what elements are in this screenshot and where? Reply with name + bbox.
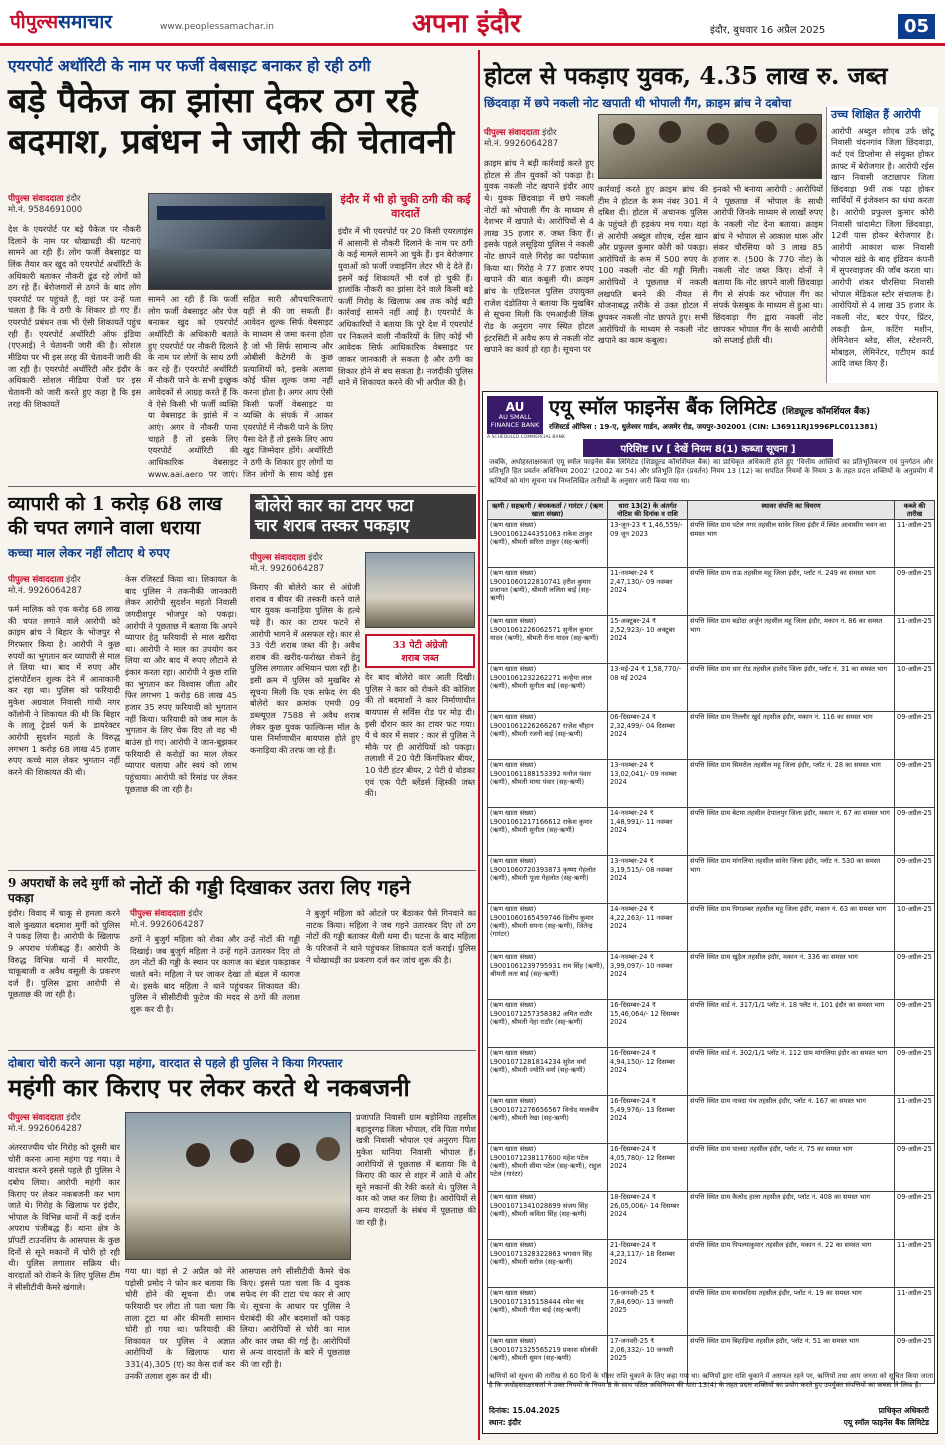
notice-cell-b: 13-जून-23 ₹ 1,46,559/- 09 जून 2023 — [608, 520, 688, 568]
story2-byline — [484, 127, 594, 149]
byline-city: इंदौर — [66, 194, 81, 204]
bank-name: एयू स्मॉल फाइनेंस बैंक लिमिटेड — [549, 395, 777, 419]
logo-part-b: समाचार — [58, 11, 113, 33]
byline-mobile: मो.नं. 9926064287 — [250, 564, 325, 574]
notice-cell-d: 09-अप्रैल-25 — [895, 1048, 935, 1096]
quote-line-1: 33 पेटी अंग्रेजी — [392, 640, 448, 651]
byline-name: पीपुल्स संवाददाता — [250, 553, 306, 563]
notice-cell-a: (ऋण खाता संख्या) L9001060122810741 हरीश कुमार प्रजापत (ऋणी), श्रीमती ललिता बाई (सह-ऋणी) — [488, 568, 608, 616]
notice-cell-d: 10-अप्रैल-25 — [895, 904, 935, 952]
bank-title-line — [549, 396, 935, 419]
story3-headline-2: की चपत लगाने वाला धराया — [8, 516, 201, 539]
notice-cell-d: 09-अप्रैल-25 — [895, 1144, 935, 1192]
story1-headline-2: बदमाश, प्रबंधन ने जारी की चेतावनी — [8, 122, 455, 163]
story1-kicker: एयरपोर्ट अथॉरिटी के नाम पर फर्जी वेबसाइट बनाकर हो रही ठगी — [8, 56, 371, 75]
divider — [8, 486, 476, 487]
notice-cell-a: (ऋण खाता संख्या) L9001071328322863 भगवान सिंह (ऋणी), श्रीमती सरोज (सह-ऋणी) — [488, 1240, 608, 1288]
notice-cell-a: (ऋण खाता संख्या) L9001060165459746 दिलीप कुमार (ऋणी), श्रीमती सपना (सह-ऋणी), जितेन्द्र (गारंटर) — [488, 904, 608, 952]
burglars-photo — [125, 1112, 351, 1260]
notice-table-row — [488, 1096, 935, 1144]
notice-cell-c: संपत्ति स्थित ग्राम सिमरोल तहसील महू जिला इंदौर, प्लॉट नं. 28 का समस्त भाग — [688, 760, 895, 808]
notice-table-row — [488, 1192, 935, 1240]
notice-cell-b: 14-नवम्बर-24 ₹ 1,48,991/- 11 नवम्बर 2024 — [608, 808, 688, 856]
notice-cell-b: 17-जनवरी-25 ₹ 2,06,332/- 10 जनवरी 2025 — [608, 1336, 688, 1384]
story7-headline: महंगी कार किराए पर लेकर करते थे नकबजनी — [8, 1073, 410, 1102]
notice-table-row — [488, 952, 935, 1000]
notice-cell-d: 09-अप्रैल-25 — [895, 1000, 935, 1048]
notice-table-header — [488, 501, 935, 520]
bank-logo-sub: A SCHEDULED COMMERCIAL BANK — [487, 435, 565, 440]
story1-col-3: सहित सारी औपचारिकताएं यहीं से की जा सकती हैं। आवेदन शुल्क सिर्फ वेबसाइट के माध्यम से जमा करना होता है जो भी सिर्फ सामान्य और ओबीसी कैटेगरी के कुछ प्रत्याशियों को, इसके अलावा कोई फीस शुल्क जमा नहीं करना होता है। अगर आप ऐसी किसी फर्जी वेबसाइट या व्यक्ति के संपर्क में आकर एयरपोर्ट में नौकरी पाने के लिए पैसा देते हैं तो इसके लिए आप खुद जिम्मेदार होंगे। अथॉरिटी ने ठगी के शिकार हुए लोगों या जिन लोगों के साथ कोई इस — [243, 294, 333, 479]
story5-headline: 9 अपराधों के लदे मुर्गी को पकड़ा — [8, 876, 125, 905]
notice-cell-d: 09-अप्रैल-25 — [895, 856, 935, 904]
byline-mobile: मो.नं. 9584691000 — [8, 205, 83, 215]
story2-col-2: कार्रवाई करते हुए क्राइम ब्रांच की टीम ने होटल के रूम नंबर 301 में दबिश दी। होटल में अचानक पुलिस के पहुंचते ही हड़कंप मच गया। यहां से आरोपी अब्दुल शोएब, रईस खान और प्रफुल्ल कुमार कोरी को पकड़ा। आरोपियों के रूम में 500 रुपए के 100 नकली नोट की गड्डी मिली। आरोपियों ने पूछताछ में नकली लखपति बनने की नीयत से योजनाबद्ध तरीके से उक्त होटल में छुपकर नकली नोट छापते हुए। सभी आरोपियों के माध्यम से नकली नोट खपाने का काम कबूला। — [598, 184, 708, 346]
notice-footer: ऋणियों को सूचना की तारीख से 60 दिनों के भीतर राशि चुकाने के लिए कहा गया था। ऋणियों द्वारा राशि चुकाने में असफल रहने पर, ऋणियों तथा आम जनता को सूचित किया जाता है कि अधोहस्ताक्षरकर्ता ने उक्त नियमों के नियम 8 के साथ पठित अधिनियम की धारा 13(4) के तहत प्रदत्त शक्तियों का प्रयोग करते हुए उपर्युक्त संपत्तियों का कब्जा ले लिया है। — [489, 1372, 933, 1389]
notice-cell-b: 14-नवम्बर-24 ₹ 4,22,263/- 11 नवम्बर 2024 — [608, 904, 688, 952]
notice-cell-a: (ऋण खाता संख्या) L9001071238117600 महेश पटेल (ऋणी), श्रीमती सीमा पटेल (सह-ऋणी), राहुल पटेल (गारंटर) — [488, 1144, 608, 1192]
story4-header — [250, 494, 476, 539]
byline-city: इंदौर — [542, 128, 557, 138]
accused-photo — [598, 114, 822, 179]
byline-city: इंदौर — [66, 1113, 81, 1123]
story3-subhead: कच्चा माल लेकर नहीं लौटाए थे रुपए — [8, 545, 170, 560]
notice-cell-d: 09-अप्रैल-25 — [895, 712, 935, 760]
col-header: स्थावर संपत्ति का विवरण — [688, 501, 895, 520]
au-mark: AU — [505, 400, 525, 414]
notice-table-wrap — [487, 500, 935, 1384]
notice-cell-d: 11-अप्रैल-25 — [895, 520, 935, 568]
notice-table-row — [488, 616, 935, 664]
notice-table-row — [488, 520, 935, 568]
notice-cell-c: संपत्ति स्थित ग्राम पिगडम्बर तहसील महू जिला इंदौर, मकान नं. 63 का समस्त भाग — [688, 904, 895, 952]
column-divider — [478, 50, 480, 1440]
byline-mobile: मो.नं. 9926064287 — [130, 920, 205, 930]
section-title: अपना इंदौर — [412, 9, 521, 39]
byline-city: इंदौर — [188, 909, 203, 919]
story7-col-2: गया था। वहां से 2 अप्रैल को मेरे पड़ोसी प्रमोद ने फोन कर बताया कि चोरी होने की सूचना दी। जब फरियादी घर लौटा तो पता चला कि ताला टूटा था और कीमती सामान चोरी हो गया था। फरियादी की शिकायत पर पुलिस ने अज्ञात आरोपियों के खिलाफ धारा 331(4),305 (ए) का केस दर्ज कर उनकी तलाश शुरू कर दी थी। — [125, 1266, 235, 1381]
notice-place: स्थान: इंदौर — [489, 1418, 521, 1427]
col-header: कब्जे की तारीख — [895, 501, 935, 520]
notice-table-row — [488, 904, 935, 952]
notice-cell-c: संपत्ति स्थित ग्राम पालदा तहसील इंदौर, प्लॉट नं. 75 का समस्त भाग — [688, 1144, 895, 1192]
notice-cell-a: (ऋण खाता संख्या) L9001071276656567 विनोद मालवीय (ऋणी), श्रीमती रेखा (सह-ऋणी) — [488, 1096, 608, 1144]
notice-table-row — [488, 664, 935, 712]
notice-cell-d: 09-अप्रैल-25 — [895, 1336, 935, 1384]
byline-name: पीपुल्स संवाददाता — [8, 1113, 64, 1123]
notice-cell-d: 09-अप्रैल-25 — [895, 760, 935, 808]
notice-table-row — [488, 1144, 935, 1192]
notice-table — [487, 500, 935, 1384]
notice-table-body — [488, 520, 935, 1384]
notice-cell-a: (ऋण खाता संख्या) L9001071315158444 रमेश चंद (ऋणी), श्रीमती गीता बाई (सह-ऋणी) — [488, 1288, 608, 1336]
notice-cell-a: (ऋण खाता संख्या) L9001061188153392 मनोज पंवार (ऋणी), श्रीमती माया पंवार (सह-ऋणी) — [488, 760, 608, 808]
byline-name: पीपुल्स संवाददाता — [8, 194, 64, 204]
story4-byline — [250, 552, 360, 574]
masthead — [0, 0, 945, 46]
notice-intro: जबकि, अधोहस्ताक्षरकर्ता एयू स्मॉल फाइनेंस बैंक लिमिटेड (शिड्यूल्ड कॉमर्शियल बैंक) का प्राधिकृत अधिकारी होते हुए 'वित्तीय आस्तियों का प्रतिभूतिकरण एवं पुनर्गठन और प्रतिभूति हित प्रवर्तन अधिनियम 2002' (2002 का 54) और प्रतिभूति हित (प्रवर्तन) नियम 13 (12) का सपठित नियमों के नियम 3 के तहत प्रदत्त शक्तियों के अनुप्रयोग में ऋणियों को मांग सूचना पत्र निम्नलिखित तारीखों के अनुसार जारी किया गया था। — [489, 458, 933, 485]
notice-cell-d: 09-अप्रैल-25 — [895, 568, 935, 616]
story1-sidebar — [338, 193, 473, 222]
story7-col-3: आसपास लगे सीसीटीवी कैमरे चेक किए। इससे पता चला कि 4 युवक सफेद रंग की टाटा पंच कार से आए थे। सूचना के आधार पर पुलिस ने घेराबंदी की और बदमाशों को पकड़ लिया। आरोपियों से चोरी का माल और कार जब्त की गई है। आरोपियों से अन्य वारदातों के बारे में पूछताछ की जा रही है। — [240, 1266, 350, 1370]
story4-quote — [365, 634, 475, 668]
byline-name: पीपुल्स संवाददाता — [484, 128, 540, 138]
logo-part-a: पीपुल्स — [10, 11, 59, 33]
notice-cell-a: (ऋण खाता संख्या) L9001071341028699 संजय सिंह (ऋणी), श्रीमती कविता सिंह (सह-ऋणी) — [488, 1192, 608, 1240]
notice-cell-c: संपत्ति स्थित ग्राम मांगलिया तहसील सांवेर जिला इंदौर, प्लॉट नं. 530 का समस्त भाग — [688, 856, 895, 904]
notice-table-row — [488, 760, 935, 808]
airport-sign — [157, 206, 325, 220]
story1-byline — [8, 193, 143, 215]
notice-cell-c: संपत्ति स्थित ग्राम तिल्लौर खुर्द तहसील इंदौर, मकान नं. 116 का समस्त भाग — [688, 712, 895, 760]
story3-col-2: केस रजिस्टर्ड किया था। शिकायत के बाद पुलिस ने तकनीकी जानकारी लेकर आरोपी सुदर्शन महतो निवासी जगदीशपुर भोजपुर को पकड़ा। आरोपी ने पूछताछ में बताया कि अपने व्यापार हेतु फरियादी से माल खरीदा था। आरोपी ने माल का उपयोग कर लिया था और बाद में रुपए लौटाने से इंकार करता रहा। आरोपी ने कुछ राशि का भुगतान कर विश्वास जीता और फिर लगभग 1 करोड़ 68 लाख 45 हजार 35 रुपए फरियादी को भुगतान नहीं किया। फरियादी को जब माल के भुगतान के लिए चेक दिए तो वह भी बाउंस हो गए। आरोपी ने जान-बूझकर फरियादी से करोड़ों का माल लेकर व्यापार चलाया और स्वयं को लाभ पहुंचाया। आरोपी को रिमांड पर लेकर पूछताछ की जा रही है। — [125, 574, 237, 794]
notice-cell-a: (ऋण खाता संख्या) L9001061226266267 राजेश चौहान (ऋणी), श्रीमती रजनी बाई (सह-ऋणी) — [488, 712, 608, 760]
notice-cell-b: 11-नवम्बर-24 ₹ 2,47,130/- 09 नवम्बर 2024 — [608, 568, 688, 616]
story6-byline — [130, 908, 250, 930]
story2-col-3: इनको भी बनाया आरोपी : आरोपियों ने पूछताछ में भोपाल के साथी आरोपी जिनके माध्यम से लाखों रुपए के नकली नोट देना बताया। क्राइम ब्रांच ने भोपाल से आकाश धारू और संकर चौरसिया को 3 लाख 85 हजार रु. (500 के 770 नोट) के नकली नोट जब्त किए। दोनों ने बताया कि नोट छापने वाली छिंदवाड़ा गैंग से संपर्क कर भोपाल गैंग का संपर्क फेसबुक के माध्यम से हुआ था। छिंदवाड़ा गैंग द्वारा नकली नोट छापकर भोपाल गैंग के साथी आरोपी को सप्लाई होती थी। — [713, 184, 823, 346]
story6-col-1: ठगों ने बुजुर्ग महिला को रोका और उन्हें नोटों की गड्डी दिखाई। जब बुजुर्ग महिला ने उन्हें गहने उतारकर दिए तो ठग नोटों की गड्डी के स्थान पर कागज का बंडल पकड़ाकर चलते बने। महिला ने घर जाकर देखा तो बंडल में कागज थे। इसके बाद महिला ने थाने पहुंचकर शिकायत की। पुलिस ने सीसीटीवी फुटेज की मदद से ठगों की तलाश शुरू कर दी है। — [130, 934, 300, 1014]
notice-cell-b: 06-दिसम्बर-24 ₹ 2,32,499/- 04 दिसम्बर 2024 — [608, 712, 688, 760]
notice-cell-d: 11-अप्रैल-25 — [895, 1240, 935, 1288]
airport-photo — [148, 193, 332, 290]
notice-cell-d: 11-अप्रैल-25 — [895, 1288, 935, 1336]
info-body: आरोपी अब्दुल शोएब उर्फ छोटू निवासी चंदनगांव जिला छिंदवाड़ा, कर्ट एवं डिप्लोमा से संयुक्त होकर क्राफ्ट में बेरोजगार है। आरोपी रईस खान निवासी जटाछापर जिला छिंदवाड़ा 9वीं तक पढ़ा होकर सार्थियों में इंजेक्शन का धंधा करता है। आरोपी प्रफुल्ल कुमार कोरी निवासी चांदामेटा जिला छिंदवाड़ा, 12वीं पास होकर बेरोजगार है। आरोपी आकाश धारू निवासी भोपाल खंडे के बाद इंडियन कंपनी में सुपरवाइजर की जॉब करता था। आरोपी शंकर चौरसिया निवासी भोपाल मेडिकल स्टोर संचालक है। आरोपियों से 4 लाख 35 हजार के नकली नोट, बटर पेपर, प्रिंटर, लकड़ी फ्रेम, कटिंग मशीन, लेमिनेशन ब्लेड, सील, स्टेशनरी, मोबाइल, लेमिनेटर, एटीएम कार्ड आदि जब्त किए हैं। — [831, 125, 934, 369]
notice-table-row — [488, 1000, 935, 1048]
notice-cell-c: संपत्ति स्थित ग्राम सनावदिया तहसील इंदौर, प्लॉट नं. 19 का समस्त भाग — [688, 1288, 895, 1336]
notice-table-row — [488, 1240, 935, 1288]
notice-cell-a: (ऋण खाता संख्या) L9001061232262271 कन्हैया लाल (ऋणी), श्रीमती सुनीता बाई (सह-ऋणी) — [488, 664, 608, 712]
notice-table-row — [488, 712, 935, 760]
notice-cell-a: (ऋण खाता संख्या) L9001071257358382 अमित राठौर (ऋणी), श्रीमती नेहा राठौर (सह-ऋणी) — [488, 1000, 608, 1048]
notice-cell-b: 16-दिसम्बर-24 ₹ 5,49,976/- 13 दिसम्बर 2024 — [608, 1096, 688, 1144]
notice-cell-b: 13-नवम्बर-24 ₹ 13,02,041/- 09 नवम्बर 2024 — [608, 760, 688, 808]
notice-table-row — [488, 568, 935, 616]
notice-cell-a: (ऋण खाता संख्या) L9001061244351063 राकेश ठाकुर (ऋणी), श्रीमती सरिता ठाकुर (सह-ऋणी) — [488, 520, 608, 568]
notice-cell-b: 16-दिसम्बर-24 ₹ 15,46,064/- 12 दिसम्बर 2024 — [608, 1000, 688, 1048]
story3-byline — [8, 574, 118, 596]
notice-cell-d: 11-अप्रैल-25 — [895, 1096, 935, 1144]
notice-cell-a: (ऋण खाता संख्या) L9001061239795931 राम सिंह (ऋणी), श्रीमती लता बाई (सह-ऋणी) — [488, 952, 608, 1000]
story-trader-fraud — [8, 494, 244, 561]
accused-info-box — [826, 107, 938, 383]
quote-line-2: शराब जब्त — [401, 653, 439, 664]
notice-cell-c: संपत्ति स्थित ग्राम बड़ोदा अर्जुन तहसील महू जिला इंदौर, मकान नं. 86 का समस्त भाग — [688, 616, 895, 664]
story1-col-1: देश के एयरपोर्ट पर बड़े पैकेज पर नौकरी दिलाने के नाम पर धोखाधड़ी की घटनाएं सामने आ रही हैं। लोग फर्जी वेबसाइट या लिंक तैयार कर खुद को एयरपोर्ट अथॉरिटी के अधिकारी बताकर नौकरी ढूंढ रहे लोगों को ठग रहे हैं। बेरोजगारों से ठगने के बाद लोग एयरपोर्ट पर पहुंचते हैं, वहां पर उन्हें पता चलता है कि वे ठगी के शिकार हो गए हैं। एयरपोर्ट प्रबंधन तक भी ऐसी शिकायतें पहुंच रही हैं। एयरपोर्ट अथॉरिटी ऑफ इंडिया (एएआई) ने चेतावनी जारी की है। सोशल मीडिया पर भी इस तरह की चेतावनी जारी की जा रही है। एयरपोर्ट अथॉरिटी और इंदौर के अधिकारी सोशल मीडिया पेजों पर इस चेतावनी को जारी करते हुए कहा है कि इस तरह की शिकायतें — [8, 224, 141, 409]
col-header: धारा 13(2) के अंतर्गत नोटिस की दिनांक व राशि — [608, 501, 688, 520]
byline-mobile: मो.नं. 9926064287 — [8, 1124, 83, 1134]
notice-cell-b: 13-नवम्बर-24 ₹ 3,19,515/- 08 नवम्बर 2024 — [608, 856, 688, 904]
byline-city: इंदौर — [66, 575, 81, 585]
notice-cell-b: 16-जनवरी-25 ₹ 7,84,690/- 13 जनवरी 2025 — [608, 1288, 688, 1336]
story-airport-fraud — [8, 54, 474, 162]
story7-kicker: दोबारा चोरी करने आना पड़ा महंगा, वारदात से पहले ही पुलिस ने किया गिरफ्तार — [8, 1056, 343, 1070]
notice-cell-b: 16-दिसम्बर-24 ₹ 4,05,780/- 12 दिसम्बर 2024 — [608, 1144, 688, 1192]
dateline: इंदौर, बुधवार 16 अप्रैल 2025 — [710, 25, 826, 36]
byline-mobile: मो.नं. 9926064287 — [484, 139, 559, 149]
notice-cell-c: संपत्ति स्थित वार्ड नं. 302/1/1 प्लॉट नं. 112 ग्राम मांगलिया इंदौर का समस्त भाग — [688, 1048, 895, 1096]
bank-address: रजिस्टर्ड ऑफिस : 19-ए, धुलेश्वर गार्डन, अजमेर रोड, जयपुर-302001 (CIN: L36911RJ1996PLC011381) — [549, 422, 878, 431]
story4-headline-1: बोलेरो कार का टायर फटा — [255, 496, 414, 516]
notice-title: परिशिष्ट IV [ देखें नियम 8(1) कब्जा सूचना ] — [583, 439, 833, 457]
story4-col-2: देर बाद बोलेरो कार आती दिखी। पुलिस ने कार को रोकने की कोशिश की तो बदमाशों ने कार निर्माणाधीन बायपास से सर्विस रोड पर मोड़ दी। इसी दौरान कार का टायर फट गया। ये थे कार में सवार : कार से पुलिस ने मौके पर ही आरोपियों को पकड़ा। तलाशी में 20 पेटी किंगफिशर बीयर, 10 पेटी हंटर बीयर, 2 पेटी ग्रे वोडका एवं एक पेटी ब्लेंडर्स व्हिस्की जब्त की। — [365, 672, 475, 799]
story1-sidebar-title: इंदौर में भी हो चुकी ठगी की कई वारदातें — [340, 193, 471, 221]
story2-subhead: छिंदवाड़ा में छपे नकली नोट खपाती थी भोपाली गैंग, क्राइम ब्रांच ने दबोचा — [484, 96, 792, 110]
story1-headline-1: बड़े पैकेज का झांसा देकर ठग रहे — [8, 81, 418, 121]
liquor-seizure-photo — [365, 552, 475, 628]
story5-col-1: इंदौर। विवाद में चाकू से हमला करने वाले कुख्यात बदमाश मुर्गी को पुलिस ने पकड़ लिया है। आरोपी के खिलाफ 9 अपराध पंजीबद्ध हैं। आरोपी के विरुद्ध विभिन्न थानों में मारपीट, चाकूबाजी व अवैध वसूली के प्रकरण दर्ज हैं। पुलिस द्वारा आरोपी से पूछताछ की जा रही है। — [8, 908, 120, 1000]
notice-cell-d: 11-अप्रैल-25 — [895, 616, 935, 664]
story6-headline: नोटों की गड्डी दिखाकर उतरा लिए गहने — [130, 875, 411, 899]
notice-cell-c: संपत्ति स्थित ग्राम नावदा पंथ तहसील इंदौर, प्लॉट नं. 167 का समस्त भाग — [688, 1096, 895, 1144]
story6-col-2: ने बुजुर्ग महिला को ओटले पर बैठाकर पैसे गिनवाने का नाटक किया। महिला ने जब गहने उतारकर दिए तो ठग नोटों की गड्डी बताकर थैली थमा दी। घटना के बाद महिला के परिजनों ने थाने पहुंचकर शिकायत दर्ज कराई। पुलिस ने धोखाधड़ी का प्रकरण दर्ज कर जांच शुरू की है। — [306, 908, 476, 965]
story4-headline-2: चार शराब तस्कर पकड़ाए — [255, 515, 410, 536]
notice-cell-c: संपत्ति स्थित ग्राम पटेल नगर तहसील सांवेर जिला इंदौर में स्थित आवासीय भवन का समस्त भाग — [688, 520, 895, 568]
story1-col-2: सामने आ रही हैं कि फर्जी लोग फर्जी वेबसाइट और पेज बनाकर खुद को एयरपोर्ट अथॉरिटी के अधिकारी बताते हुए एयरपोर्ट पर नौकरी दिलाने के नाम पर लोगों के साथ ठगी कर रहे हैं। एयरपोर्ट अथॉरिटी में नौकरी पाने के सभी इच्छुक आवेदकों से आग्रह करते हैं कि वे ऐसे किसी भी फर्जी व्यक्ति या वेबसाइट के झांसे में न आएं। अगर वे नौकरी पाना चाहते हैं तो इसके लिए एयरपोर्ट अथॉरिटी की आधिकारिक वेबसाइट www.aai.aero पर जाएं। — [148, 294, 238, 479]
divider — [8, 870, 476, 871]
notice-cell-a: (ऋण खाता संख्या) L9001060720393873 कृष्णा गेहलोत (ऋणी), श्रीमती पूजा गेहलोत (सह-ऋणी) — [488, 856, 608, 904]
story2-headline: होटल से पकड़ाए युवक, 4.35 लाख रु. जब्त — [484, 61, 888, 90]
notice-cell-b: 14-नवम्बर-24 ₹ 3,99,097/- 10 नवम्बर 2024 — [608, 952, 688, 1000]
notice-cell-d: 09-अप्रैल-25 — [895, 1192, 935, 1240]
notice-cell-c: संपत्ति स्थित ग्राम बिहाड़िया तहसील इंदौर, प्लॉट नं. 51 का समस्त भाग — [688, 1336, 895, 1384]
notice-cell-c: संपत्ति स्थित वार्ड नं. 317/1/1 प्लॉट नं. 18 फ्लैट नं. 101 इंदौर का समस्त भाग — [688, 1000, 895, 1048]
notice-cell-a: (ऋण खाता संख्या) L9001061226062571 सुनील कुमार यादव (ऋणी), श्रीमती रीना यादव (सह-ऋणी) — [488, 616, 608, 664]
story7-col-4: प्रजापति निवासी ग्राम बड़ोनिया तहसील बहादुरगढ़ जिला भोपाल, रवि पिता गणेश खत्री निवासी भोपाल एवं अनुराग पिता मुकेश धानिया निवासी भोपाल हैं। आरोपियों से पूछताछ में बताया कि वे किराए की कार से शहर में आते थे और सूने मकानों की रेकी करते थे। पुलिस ने कार को जब्त कर लिया है। आरोपियों से अन्य वारदातों के संबंध में पूछताछ की जा रही है। — [356, 1112, 476, 1227]
notice-table-row — [488, 856, 935, 904]
story3-col-1: फर्म मालिक को एक करोड़ 68 लाख की चपत लगाने वाले आरोपी को क्राइम ब्रांच ने बिहार के भोजपुर से गिरफ्तार किया है। आरोपी ने कुछ रुपयों का भुगतान कर व्यापारी से माल ले लिया था। बाद में रुपए और ट्रांसपोर्टेशन शुल्क देने में आनाकानी कर रहा था। पुलिस को फरियादी मुकेश अग्रवाल निवासी गांधी नगर कॉलोनी ने शिकायत की थी कि बिहार के लालू ट्रेडर्स फर्म के डायरेक्टर आरोपी सुदर्शन महतो के विरुद्ध लगभग 1 करोड़ 68 लाख 45 हजार रुपए कच्चे माल लेकर भुगतान नहीं करने की शिकायत की थी। — [8, 604, 120, 777]
notice-cell-d: 09-अप्रैल-25 — [895, 952, 935, 1000]
notice-date: दिनांक: 15.04.2025 — [489, 1406, 560, 1415]
notice-table-row — [488, 808, 935, 856]
bank-tag: (शिड्यूल्ड कॉमर्शियल बैंक) — [781, 407, 871, 417]
notice-cell-d: 09-अप्रैल-25 — [895, 808, 935, 856]
paper-logo — [10, 8, 112, 34]
col-header: ऋणी / सहऋणी / बंधककर्ता / गारंटर / (ऋण खाता संख्या) — [488, 501, 608, 520]
notice-cell-b: 21-दिसम्बर-24 ₹ 4,23,117/- 18 दिसम्बर 2024 — [608, 1240, 688, 1288]
notice-cell-c: संपत्ति स्थित ग्राम कैलोद हाला तहसील इंदौर, प्लॉट नं. 408 का समस्त भाग — [688, 1192, 895, 1240]
notice-cell-b: 15-अक्टूबर-24 ₹ 2,52,923/- 10 अक्टूबर 2024 — [608, 616, 688, 664]
byline-name: पीपुल्स संवाददाता — [8, 575, 64, 585]
notice-cell-c: संपत्ति स्थित ग्राम बेटमा तहसील देपालपुर जिला इंदौर, मकान नं. 67 का समस्त भाग — [688, 808, 895, 856]
story1-col-4: इंदौर में भी एयरपोर्ट पर 20 किसी एयरलाइंस में आसानी से नौकरी दिलाने के नाम पर ठगी के कई मामले सामने आ चुके हैं। इन बेरोजगार युवाओं को फर्जी ज्वाइनिंग लेटर भी दे देते हैं। इसमें कई शिकायतें भी दर्ज हो चुकी हैं। हालांकि नौकरी का झांसा देने वाले किसी बड़े फर्जी गिरोह के खिलाफ अब तक कोई बड़ी कार्रवाई सामने नहीं आई है। एयरपोर्ट के अधिकारियों ने बताया कि पूरे देश में एयरपोर्ट पर निकलने वाली नौकरियों के लिए कोई भी आवेदक सिर्फ आधिकारिक वेबसाइट पर जाकर जानकारी ले सकता है और ठगी का शिकार होने से बच सकता है। नजदीकी पुलिस थाने में शिकायत करने की भी अपील की है। — [338, 226, 473, 388]
divider — [8, 1050, 476, 1051]
notice-cell-c: संपत्ति स्थित ग्राम राऊ तहसील महू जिला इंदौर, प्लॉट नं. 249 का समस्त भाग — [688, 568, 895, 616]
byline-city: इंदौर — [308, 553, 323, 563]
notice-cell-b: 18-दिसम्बर-24 ₹ 26,05,006/- 14 दिसम्बर 2024 — [608, 1192, 688, 1240]
byline-name: पीपुल्स संवाददाता — [130, 909, 186, 919]
notice-cell-d: 10-अप्रैल-25 — [895, 664, 935, 712]
byline-mobile: मो.नं. 9926064287 — [8, 586, 83, 596]
notice-cell-c: संपत्ति स्थित ग्राम पिपल्याकुमार तहसील इंदौर, मकान नं. 22 का समस्त भाग — [688, 1240, 895, 1288]
bank-notice — [482, 391, 938, 1434]
story2-col-1: क्राइम ब्रांच ने बड़ी कार्रवाई करते हुए होटल से तीन युवकों को पकड़ा है। युवक नकली नोट खपाने इंदौर आए थे। युवक छिंदवाड़ा में छपे नकली नोटों को भोपाली गैंग के माध्यम से देशभर में खपाते थे। आरोपियों से 4 लाख 35 हजार रु. जब्त किए हैं। इसके पहले लसूड़िया पुलिस ने नकली नोट छापने वाले गिरोह का पर्दाफाश किया था। गिरोह ने 77 हजार रुपए खपाने की बात कबूली थी। क्राइम ब्रांच के एडिशनल पुलिस उपायुक्त राजेश दंडोतिया ने बताया कि मुखबिर से सूचना मिली कि एमआईजी लिंक रोड के अनुराग नगर स्थित होटल इंटरसिटी में अवैध रूप से नकली नोट खपाने का कार्य हो रहा है। सूचना पर — [484, 158, 594, 355]
notice-table-row — [488, 1048, 935, 1096]
notice-cell-b: 13-मई-24 ₹ 1,58,770/- 08 मई 2024 — [608, 664, 688, 712]
notice-cell-b: 16-दिसम्बर-24 ₹ 4,94,150/- 12 दिसम्बर 2024 — [608, 1048, 688, 1096]
notice-cell-a: (ऋण खाता संख्या) L9001071281814234 सुरेश वर्मा (ऋणी), श्रीमती ज्योति वर्मा (सह-ऋणी) — [488, 1048, 608, 1096]
story7-byline — [8, 1112, 118, 1134]
story3-headline-1: व्यापारी को 1 करोड़ 68 लाख — [8, 493, 222, 515]
notice-cell-c: संपत्ति स्थित ग्राम धार रोड तहसील हातोद जिला इंदौर, प्लॉट नं. 31 का समस्त भाग — [688, 664, 895, 712]
notice-signatory-bank: एयू स्मॉल फाइनेंस बैंक लिमिटेड — [843, 1418, 929, 1427]
bank-logo-text: AU SMALL FINANCE BANK — [490, 413, 540, 430]
story7-col-1: अंतरराज्यीय चोर गिरोह को दूसरी बार चोरी करना आना महंगा पड़ गया। वे वारदात करने इससे पहले ही पुलिस ने दबोच लिया। आरोपी महंगी कार किराए पर लेकर नकबजनी कर भाग जाते थे। गिरोह के खिलाफ पर इंदौर, भोपाल के विभिन्न थानों में कई दर्जन अपराध पंजीबद्ध हैं। थाना क्षेत्र के प्रॉपर्टी टाउनशिप के आसपास के कुछ दिनों से सूने मकानों में चोरी हो रही थी। पुलिस लगातार सक्रिय थी। वारदातों को रोकने के लिए पुलिस टीम ने सीसीटीवी कैमरे खंगाले। — [8, 1142, 120, 1292]
notice-signatory: प्राधिकृत अधिकारी — [878, 1406, 929, 1415]
info-title: उच्च शिक्षित हैं आरोपी — [831, 108, 921, 121]
site-url[interactable]: www.peoplessamachar.in — [160, 22, 274, 32]
notice-table-row — [488, 1288, 935, 1336]
notice-cell-c: संपत्ति स्थित ग्राम खुड़ैल तहसील इंदौर, मकान नं. 336 का समस्त भाग — [688, 952, 895, 1000]
page-number: 05 — [898, 14, 935, 39]
bank-logo — [487, 396, 543, 434]
story4-col-1: किराए की बोलेरो कार से अंग्रेजी शराब व बीयर की तस्करी करने वाले चार युवक कनाड़िया पुलिस के हत्थे चढ़े हैं। कार का टायर फटने से आरोपी भागने में असफल रहे। कार से 33 पेटी शराब जब्त की है। अवैध शराब की खरीद-फरोख्त रोकने हेतु पुलिस लगातार अभियान चला रही है। इसी क्रम में पुलिस को मुखबिर से सूचना मिली कि एक सफेद रंग की बोलेरो कार क्रमांक एमपी 09 डब्ल्यूएल 7588 से अवैध शराब लेकर कुछ युवक फाल्किन्स मॉल के पास निर्माणाधीन बायपास होते हुए कनाड़िया की तरफ जा रहे हैं। — [250, 582, 360, 755]
notice-cell-a: (ऋण खाता संख्या) L9001061217166612 राकेश कुमार (ऋणी), श्रीमती सुनीता (सह-ऋणी) — [488, 808, 608, 856]
notice-cell-a: (ऋण खाता संख्या) L9001071325565219 प्रकाश सोलंकी (ऋणी), श्रीमती सुमन (सह-ऋणी) — [488, 1336, 608, 1384]
